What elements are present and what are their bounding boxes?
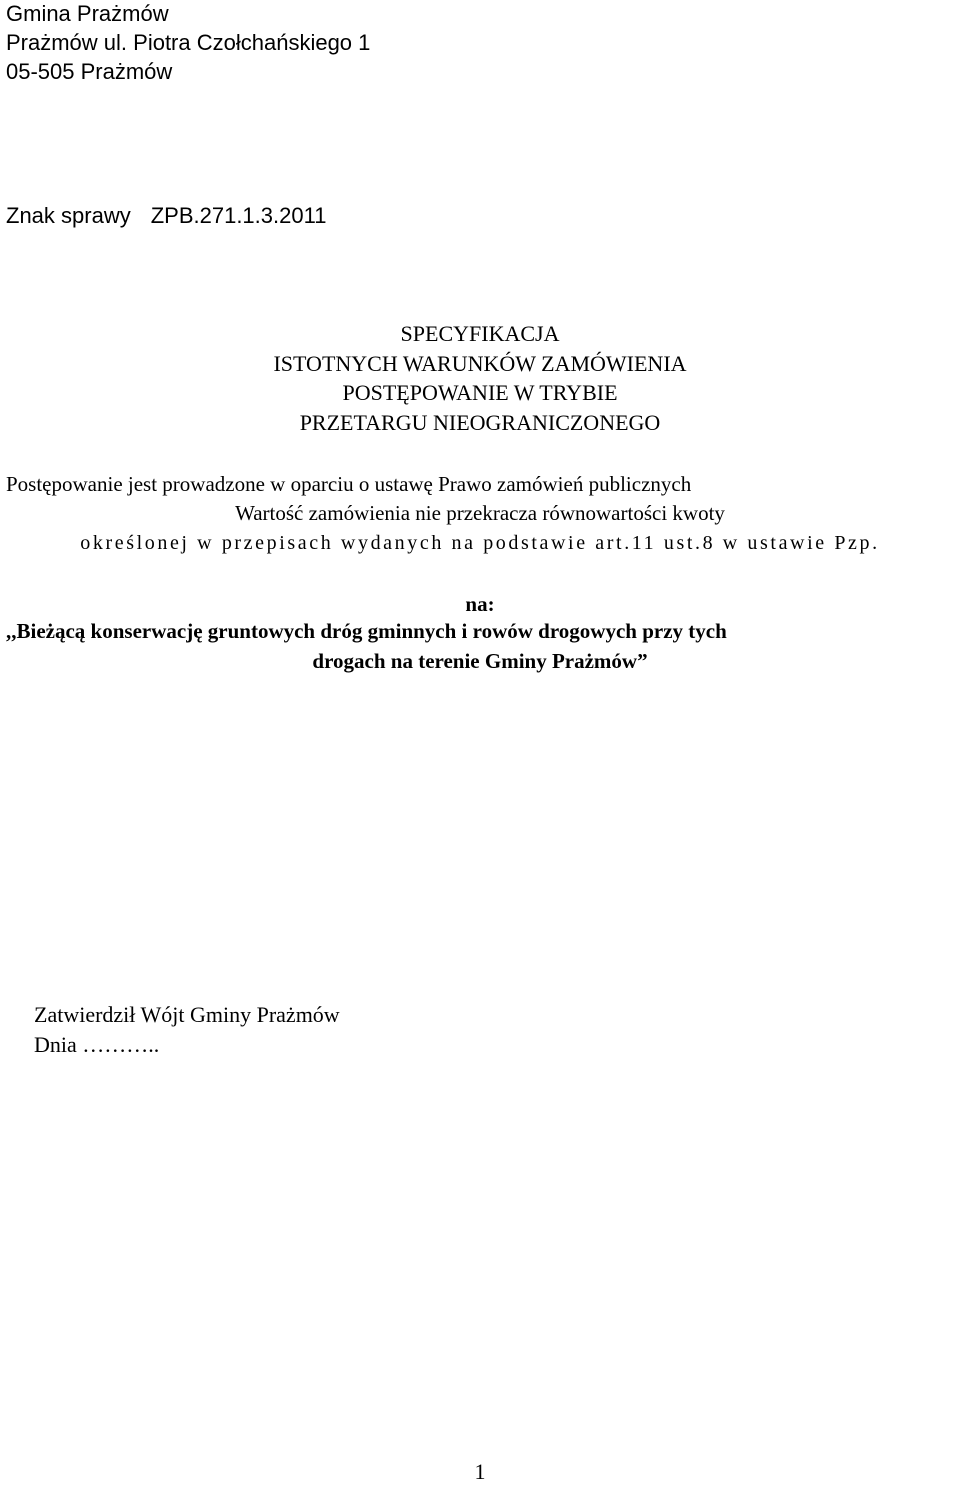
issuer-postal-address: 05-505 Prażmów xyxy=(6,59,173,84)
subject-label: na: xyxy=(465,592,495,616)
subject-line-2: drogach na terenie Gminy Prażmów” xyxy=(312,649,648,673)
legal-basis-line-1: Postępowanie jest prowadzone w oparciu o ustawę Prawo zamówień publicznych xyxy=(6,472,692,496)
page-number: 1 xyxy=(474,1459,486,1484)
legal-basis-line-3: określonej w przepisach wydanych na podstawie art.11 ust.8 w ustawie Pzp. xyxy=(80,532,880,554)
legal-basis-line-2: Wartość zamówienia nie przekracza równowartości kwoty xyxy=(235,501,725,525)
approval-line: Zatwierdził Wójt Gminy Prażmów xyxy=(34,1002,340,1027)
issuer-name: Gmina Prażmów xyxy=(6,1,169,26)
approval-date-line: Dnia ……….. xyxy=(34,1032,160,1057)
issuer-street-address: Prażmów ul. Piotra Czołchańskiego 1 xyxy=(6,30,371,55)
case-reference-value: ZPB.271.1.3.2011 xyxy=(150,203,327,228)
subject-line-1: ,,Bieżącą konserwację gruntowych dróg gminnych i rowów drogowych przy tych xyxy=(6,619,727,643)
case-reference-label: Znak sprawy xyxy=(6,203,131,228)
case-reference xyxy=(6,202,326,230)
procedure-mode-line-1: POSTĘPOWANIE W TRYBIE xyxy=(342,380,618,405)
document-title-line-2: ISTOTNYCH WARUNKÓW ZAMÓWIENIA xyxy=(273,351,687,376)
procedure-mode-line-2: PRZETARGU NIEOGRANICZONEGO xyxy=(299,410,661,435)
document-title-line-1: SPECYFIKACJA xyxy=(400,321,560,346)
